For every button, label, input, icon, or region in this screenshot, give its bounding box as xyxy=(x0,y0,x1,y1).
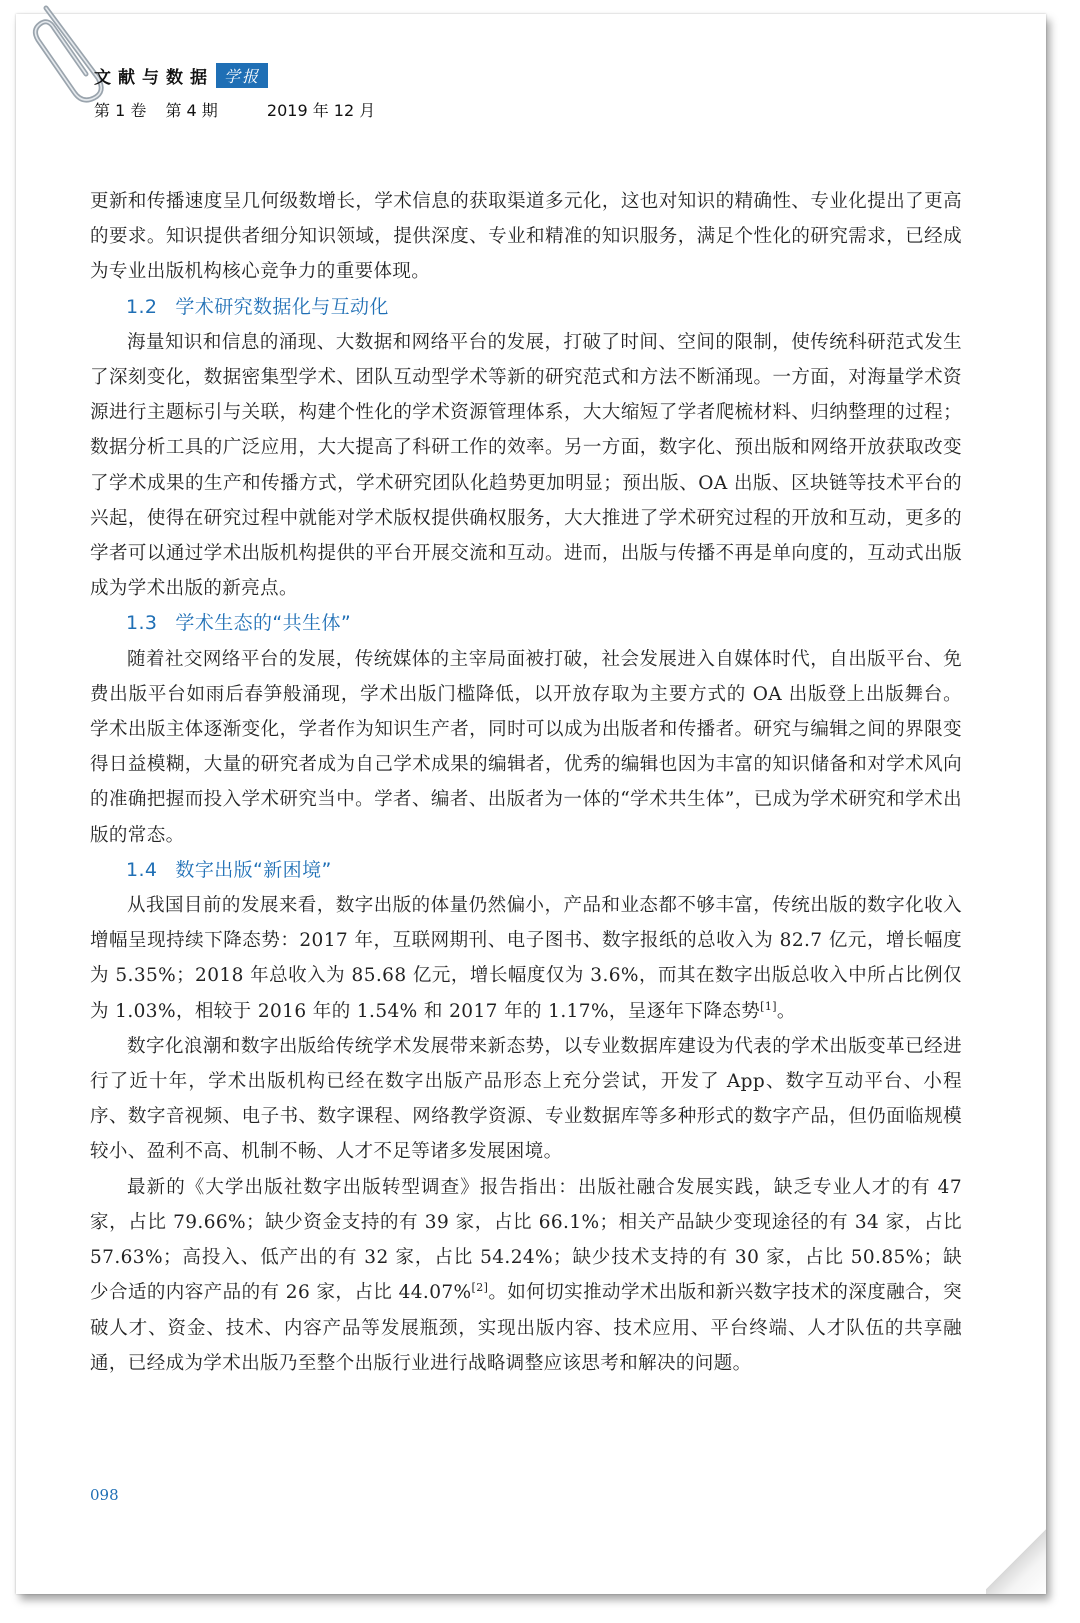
paragraph-text: 最新的《大学出版社数字出版转型调查》报告指出：出版社融合发展实践，缺乏专业人才的有 47 家，占比 79.66%；缺少资金支持的有 39 家，占比 66.1%；相关产品缺少变现途径的有 34 家，占比 57.63%；高投入、低产出的有 32 家，占比 54.24%；缺少技术支持的有 30 家，占比 50.85%；缺少合适的内容产品的有 26 家，占比 44.07% xyxy=(90,1176,962,1304)
section-heading-1-2 xyxy=(90,290,962,325)
page-number: 098 xyxy=(90,1486,119,1504)
paragraph: 数字化浪潮和数字出版给传统学术发展带来新态势，以专业数据库建设为代表的学术出版变革已经进行了近十年，学术出版机构已经在数字出版产品形态上充分尝试，开发了 App、数字互动平台、小程序、数字音视频、电子书、数字课程、网络教学资源、专业数据库等多种形式的数字产品，但仍面临规模较小、盈利不高、机制不畅、人才不足等诸多发展困境。 xyxy=(90,1035,962,1163)
date-label: 2019 年 12 月 xyxy=(266,101,376,120)
volume-label: 第 1 卷 xyxy=(94,101,147,120)
journal-name: 文献与数据 xyxy=(94,67,214,88)
article-body xyxy=(90,184,962,1381)
journal-header xyxy=(94,62,268,88)
issue-label: 第 4 期 xyxy=(165,101,218,120)
section-title: 数字出版“新困境” xyxy=(175,858,332,881)
section-number: 1.3 xyxy=(126,612,158,635)
page-curl xyxy=(986,1524,1046,1594)
paragraph-text: 从我国目前的发展来看，数字出版的体量仍然偏小，产品和业态都不够丰富，传统出版的数字化收入增幅呈现持续下降态势：2017 年，互联网期刊、电子图书、数字报纸的总收入为 82.7 亿元，增长幅度为 5.35%；2018 年总收入为 85.68 亿元，增长幅度仅为 3.6%，而其在数字出版总收入中所占比例仅为 1.03%，相较于 2016 年的 1.54% 和 2017 年的 1.17%，呈逐年下降态势 xyxy=(90,895,962,1022)
reference-marker[interactable]: [1] xyxy=(760,999,777,1013)
section-title: 学术研究数据化与互动化 xyxy=(175,295,389,318)
paragraph xyxy=(90,1170,962,1381)
paragraph: 更新和传播速度呈几何级数增长，学术信息的获取渠道多元化，这也对知识的精确性、专业化提出了更高的要求。知识提供者细分知识领域，提供深度、专业和精准的知识服务，满足个性化的研究需求，已经成为专业出版机构核心竞争力的重要体现。 xyxy=(90,191,962,283)
issue-line xyxy=(94,98,389,121)
section-heading-1-4 xyxy=(90,853,962,888)
paperclip-icon xyxy=(28,0,108,110)
paragraph xyxy=(90,888,962,1029)
paragraph-text: 。如何切实推动学术出版和新兴数字技术的深度融合，突破人才、资金、技术、内容产品等发展瓶颈，实现出版内容、技术应用、平台终端、人才队伍的共享融通，已经成为学术出版乃至整个出版行业进行战略调整应该思考和解决的问题。 xyxy=(90,1282,962,1374)
section-number: 1.4 xyxy=(126,858,158,881)
paragraph: 随着社交网络平台的发展，传统媒体的主宰局面被打破，社会发展进入自媒体时代，自出版平台、免费出版平台如雨后春笋般涌现，学术出版门槛降低，以开放存取为主要方式的 OA 出版登上出版舞台。学术出版主体逐渐变化，学者作为知识生产者，同时可以成为出版者和传播者。研究与编辑之间的界限变得日益模糊，大量的研究者成为自己学术成果的编辑者，优秀的编辑也因为丰富的知识储备和对学术风向的准确把握而投入学术研究当中。学者、编者、出版者为一体的“学术共生体”，已成为学术研究和学术出版的常态。 xyxy=(90,648,962,846)
paragraph: 海量知识和信息的涌现、大数据和网络平台的发展，打破了时间、空间的限制，使传统科研范式发生了深刻变化，数据密集型学术、团队互动型学术等新的研究范式和方法不断涌现。一方面，对海量学术资源进行主题标引与关联，构建个性化的学术资源管理体系，大大缩短了学者爬梳材料、归纳整理的过程；数据分析工具的广泛应用，大大提高了科研工作的效率。另一方面，数字化、预出版和网络开放获取改变了学术成果的生产和传播方式，学术研究团队化趋势更加明显；预出版、OA 出版、区块链等技术平台的兴起，使得在研究过程中就能对学术版权提供确权服务，大大推进了学术研究过程的开放和互动，更多的学者可以通过学术出版机构提供的平台开展交流和互动。进而，出版与传播不再是单向度的，互动式出版成为学术出版的新亮点。 xyxy=(90,331,962,600)
section-title: 学术生态的“共生体” xyxy=(175,612,352,635)
journal-badge: 学报 xyxy=(216,63,268,88)
reference-marker[interactable]: [2] xyxy=(471,1281,489,1295)
section-number: 1.2 xyxy=(126,295,158,318)
paragraph-text: 。 xyxy=(776,1000,796,1022)
section-heading-1-3 xyxy=(90,606,962,641)
